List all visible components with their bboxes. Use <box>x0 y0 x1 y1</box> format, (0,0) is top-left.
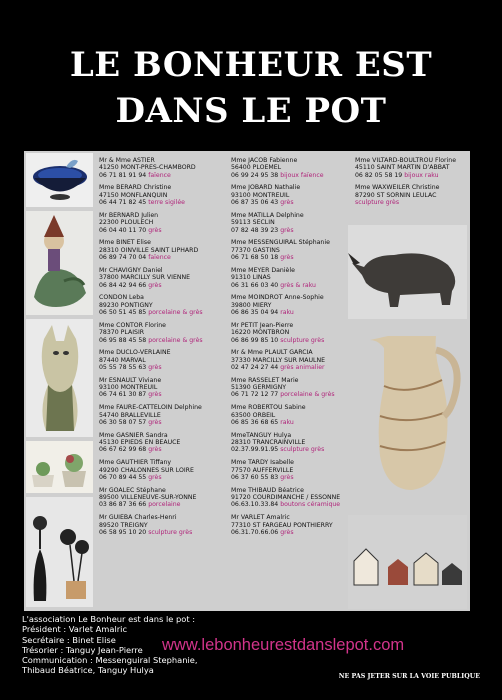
exhibitor-city: 49290 CHALONNES SUR LOIRE <box>99 466 194 474</box>
exhibitor-material: raku <box>280 418 294 426</box>
exhibitor-entry <box>99 322 203 344</box>
exhibitor-name: Mr CHAVIGNY Daniel <box>99 266 163 274</box>
exhibitor-material: terre sigilée <box>148 199 185 207</box>
exhibitor-material: bijoux raku <box>404 171 439 179</box>
exhibitor-name: Mr BERNARD Julien <box>99 211 159 219</box>
exhibitor-phone: 06 30 58 07 57 <box>99 418 147 426</box>
disposal-notice: NE PAS JETER SUR LA VOIE PUBLIQUE <box>338 673 480 680</box>
exhibitor-material: grès <box>148 391 162 399</box>
exhibitor-entry <box>99 184 203 206</box>
exhibitor-entry <box>231 157 340 179</box>
exhibitor-phone: 06 74 61 30 87 <box>99 391 147 399</box>
secretary-line: Secrétaire : Binet Elise <box>22 634 116 645</box>
exhibitor-name: Mme THIBAUD Béatrice <box>231 486 304 494</box>
exhibitor-phone: 06 04 40 11 70 <box>99 226 147 234</box>
exhibitor-city: 89500 VILLENEUVE-SUR-YONNE <box>99 494 197 502</box>
exhibitor-name: Mr GOALEC Stéphane <box>99 486 166 494</box>
exhibitor-name: Mr GUIEBA Charles-Henri <box>99 514 177 522</box>
exhibitor-entry <box>99 459 203 481</box>
exhibitor-name: CONDON Leba <box>99 294 144 302</box>
exhibitor-phone: 06 37 60 55 83 <box>231 473 279 481</box>
exhibitor-city: 77370 GASTINS <box>231 246 280 254</box>
exhibitor-phone: 02 47 24 27 44 <box>231 363 279 371</box>
exhibitor-name: Mme MOINDROT Anne-Sophie <box>231 294 324 302</box>
exhibitor-name: Mr & Mme ASTIER <box>99 157 155 164</box>
exhibitor-city: 87290 ST SORNIN LEULAC <box>355 191 437 199</box>
exhibitor-entry <box>99 267 203 289</box>
exhibitor-city: 93100 MONTREUIL <box>99 384 158 392</box>
exhibitor-entry <box>231 212 340 234</box>
exhibitor-city: 37800 MARCILLY SUR VIENNE <box>99 274 191 282</box>
exhibitor-phone: 06 50 51 45 85 <box>99 309 147 317</box>
exhibitor-phone: 06 87 35 06 43 <box>231 199 279 207</box>
exhibitor-column-1 <box>99 157 203 542</box>
exhibitor-phone: 06.31.70.66.06 <box>231 528 279 536</box>
exhibitor-city: 91310 LINAS <box>231 274 271 282</box>
exhibitor-city: 45110 SAINT MARTIN D'ABBAT <box>355 164 450 172</box>
exhibitor-name: Mme BERARD Christine <box>99 184 172 192</box>
exhibitor-city: 16220 MONTBRON <box>231 329 290 337</box>
exhibitor-name: Mme WAXWEILER Christine <box>355 184 440 192</box>
exhibitor-name: Mme MESSENGUIRAL Stéphanie <box>231 239 330 247</box>
exhibitor-entry <box>231 184 340 206</box>
exhibitor-phone: 06 84 42 94 66 <box>99 281 147 289</box>
exhibitor-phone: 06 71 72 12 77 <box>231 391 279 399</box>
exhibitor-phone: 06 71 81 91 94 <box>99 171 147 179</box>
exhibitor-entry <box>231 404 340 426</box>
exhibitor-entry <box>355 184 456 206</box>
exhibitor-material: grès <box>280 199 294 207</box>
exhibitor-phone: 06 82 05 58 19 <box>355 171 403 179</box>
exhibitor-city: 28310 TRANCRAINVILLE <box>231 439 306 447</box>
exhibitor-material: sculpture grès <box>280 446 325 454</box>
exhibitor-entry <box>231 294 340 316</box>
exhibitor-phone: 06 44 71 82 45 <box>99 199 147 207</box>
exhibitor-entry <box>99 212 203 234</box>
exhibitor-material: grès <box>148 281 162 289</box>
poster-title <box>0 42 502 134</box>
exhibitor-entry <box>231 349 340 371</box>
exhibitor-material: grès <box>148 418 162 426</box>
exhibitor-name: Mme JACOB Fabienne <box>231 157 298 164</box>
pitcher-photo <box>348 326 467 510</box>
exhibitor-column-2 <box>231 157 340 542</box>
exhibitor-entry <box>99 432 203 454</box>
exhibitor-entry <box>99 377 203 399</box>
succulent-pots-photo <box>26 441 93 493</box>
exhibitor-name: Mme MATILLA Delphine <box>231 211 304 219</box>
exhibitor-material: bijoux faïence <box>280 171 324 179</box>
exhibitor-name: Mr VARLET Amalric <box>231 514 290 522</box>
exhibitor-city: 93100 MONTREUIL <box>231 191 290 199</box>
exhibitor-material: porcelaine & grès <box>148 309 203 317</box>
exhibitor-entry <box>231 514 340 536</box>
blue-bowl-photo <box>26 153 93 207</box>
exhibitor-name: Mr & Mme PLAULT GARCIA <box>231 349 313 357</box>
exhibitor-entry <box>231 239 340 261</box>
exhibitor-phone: 06 95 88 45 58 <box>99 336 147 344</box>
exhibitor-name: Mme JOBARD Nathalie <box>231 184 301 192</box>
exhibitor-material: faïence <box>148 171 171 179</box>
exhibitor-city: 54740 BRALLEVILLE <box>99 411 161 419</box>
exhibitor-material: grès <box>280 473 294 481</box>
exhibitor-name: Mme GAUTHIER Tiffany <box>99 459 172 467</box>
exhibitor-material: grès <box>148 473 162 481</box>
exhibitor-city: 77310 ST FARGEAU PONTHIERRY <box>231 521 333 529</box>
exhibitor-entry <box>231 322 340 344</box>
exhibitor-name: Mme GASNIER Sandra <box>99 431 168 439</box>
exhibitor-phone: 06 31 66 03 40 <box>231 281 279 289</box>
exhibitor-phone: 03 86 87 36 66 <box>99 501 147 509</box>
exhibitor-city: 22300 PLOULECH <box>99 219 154 227</box>
exhibitor-entry <box>231 432 340 454</box>
exhibitor-material: porcelaine & grès <box>148 336 203 344</box>
dragon-figurine-photo <box>26 211 93 315</box>
exhibitor-city: 45130 EPIEDS EN BEAUCE <box>99 439 181 447</box>
exhibitor-name: Mme TARDY Isabelle <box>231 459 294 467</box>
exhibitor-entry <box>99 294 203 316</box>
exhibitor-name: Mme ROBERTOU Sabine <box>231 404 306 412</box>
exhibitor-entry <box>231 267 340 289</box>
ceramic-houses-photo <box>348 515 467 609</box>
exhibitor-material: faïence <box>148 254 171 262</box>
exhibitor-phone: 05 55 78 55 63 <box>99 363 147 371</box>
exhibitor-material: sculpture grès <box>148 528 193 536</box>
exhibitor-city: 51390 GERMIGNY <box>231 384 287 392</box>
exhibitor-material: grès & raku <box>280 281 316 289</box>
exhibitor-phone: 06 99 24 95 38 <box>231 171 279 179</box>
exhibitor-material: porcelaine & grès <box>280 391 335 399</box>
exhibitor-entry <box>355 157 456 179</box>
exhibitor-material: sculpture grès <box>280 336 325 344</box>
communication-line: Communication : Messenguiral Stephanie, <box>22 655 198 666</box>
exhibitor-entry <box>99 514 203 536</box>
exhibitor-phone: 06 85 36 68 65 <box>231 418 279 426</box>
exhibitor-material: raku <box>280 309 294 317</box>
exhibitor-panel <box>24 151 470 611</box>
exhibitor-name: Mme VILTARD-BOULTROU Florine <box>355 157 457 164</box>
exhibitor-material: sculpture grès <box>355 199 400 207</box>
exhibitor-city: 37330 MARCILLY SUR MAULNE <box>231 356 325 364</box>
exhibitor-city: 39800 MIERY <box>231 301 272 309</box>
exhibitor-city: 41250 MONT-PRES-CHAMBORD <box>99 164 196 172</box>
exhibitor-name: Mme CONTOR Florine <box>99 321 166 329</box>
exhibitor-phone: 06.63.10.33.84 <box>231 501 279 509</box>
exhibitor-entry <box>99 157 203 179</box>
exhibitor-material: grès animalier <box>280 363 325 371</box>
exhibitor-entry <box>99 239 203 261</box>
exhibitor-city: 89230 PONTIGNY <box>99 301 153 309</box>
exhibitor-phone: 07 82 48 39 23 <box>231 226 279 234</box>
exhibitor-material: grès <box>280 226 294 234</box>
title-line-1: LE BONHEUR EST <box>69 45 433 85</box>
exhibitor-name: Mme FAURE-CATTELOIN Delphine <box>99 404 202 412</box>
association-heading: L'association Le Bonheur est dans le pot : <box>22 614 196 624</box>
website-link[interactable]: www.lebonheurestdanslepot.com <box>162 636 405 654</box>
rhinoceros-sculpture-photo <box>348 225 467 319</box>
exhibitor-material: grès <box>280 528 294 536</box>
exhibitor-material: grès <box>148 363 162 371</box>
exhibitor-city: 63500 ORBEIL <box>231 411 276 419</box>
title-line-2: DANS LE POT <box>115 91 387 131</box>
exhibitor-city: 59113 SECLIN <box>231 219 275 227</box>
exhibitor-city: 56400 PLOEMEL <box>231 164 282 172</box>
exhibitor-entry <box>231 459 340 481</box>
dark-sculpture-photo <box>26 497 93 607</box>
exhibitor-entry <box>99 349 203 371</box>
exhibitor-column-3 <box>355 157 456 212</box>
exhibitor-city: 89520 TREIGNY <box>99 521 148 529</box>
exhibitor-phone: 06 86 99 85 10 <box>231 336 279 344</box>
exhibitor-city: 91720 COURDIMANCHE / ESSONNE <box>231 494 341 502</box>
exhibitor-name: Mme BINET Elise <box>99 239 151 247</box>
exhibitor-phone: 02.37.99.91.95 <box>231 446 279 454</box>
exhibitor-material: grès <box>148 446 162 454</box>
treasurer-line: Trésorier : Tanguy Jean-Pierre <box>22 644 143 655</box>
exhibitor-name: Mr PETIT Jean-Pierre <box>231 321 294 329</box>
exhibitor-entry <box>99 487 203 509</box>
exhibitor-phone: 06 58 95 10 20 <box>99 528 147 536</box>
exhibitor-name: Mme MEYER Danièle <box>231 266 295 274</box>
exhibitor-phone: 06 89 74 70 04 <box>99 254 147 262</box>
exhibitor-city: 28310 OINVILLE SAINT LIPHARD <box>99 246 199 254</box>
exhibitor-phone: 06 70 89 44 55 <box>99 473 147 481</box>
exhibitor-entry <box>231 377 340 399</box>
exhibitor-entry <box>99 404 203 426</box>
exhibitor-material: porcelaine <box>148 501 181 509</box>
exhibitor-phone: 06 67 62 99 68 <box>99 446 147 454</box>
exhibitor-entry <box>231 487 340 509</box>
exhibitor-city: 87440 MARVAL <box>99 356 146 364</box>
exhibitor-phone: 06 71 68 50 18 <box>231 254 279 262</box>
exhibitor-material: grès <box>148 226 162 234</box>
cat-sculpture-photo <box>26 319 93 437</box>
exhibitor-material: grès <box>280 254 294 262</box>
president-line: Président : Varlet Amalric <box>22 624 128 635</box>
exhibitor-name: Mme DUCLO-VERLAINE <box>99 349 171 357</box>
exhibitor-city: 47150 MONFLANQUIN <box>99 191 168 199</box>
communication-line-2: Thibaud Béatrice, Tanguy Hulya <box>22 665 154 676</box>
exhibitor-city: 77570 AUFFERVILLE <box>231 466 294 474</box>
exhibitor-city: 78370 PLAISIR <box>99 329 145 337</box>
exhibitor-name: MmeTANGUY Hulya <box>231 431 292 439</box>
exhibitor-name: Mme RASSELET Marie <box>231 376 299 384</box>
exhibitor-material: boutons céramique <box>280 501 341 509</box>
exhibitor-name: Mr ESNAULT Viviane <box>99 376 162 384</box>
exhibitor-phone: 06 86 35 04 94 <box>231 309 279 317</box>
